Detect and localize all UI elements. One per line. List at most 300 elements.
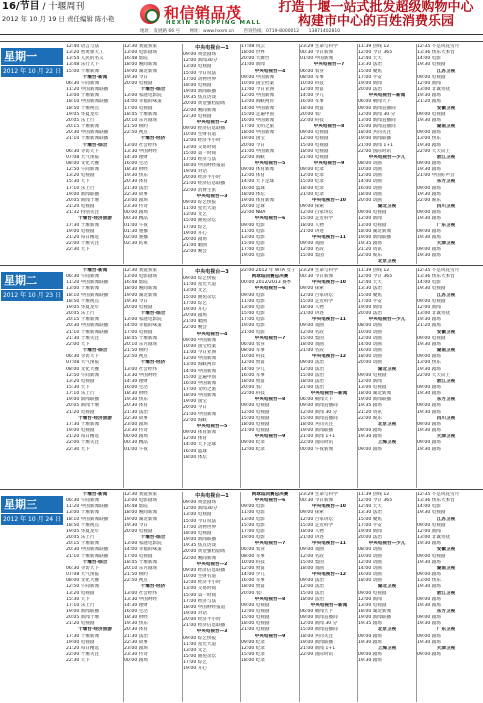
- program-listing: 13:20 电视剧: [66, 590, 95, 596]
- schedule-column: [300, 492, 358, 702]
- channel-heading: 十堰台·新闻: [82, 492, 108, 497]
- program-listing: 17:00 平安: [358, 522, 382, 528]
- program-listing: 12:00 电视剧: [241, 409, 270, 415]
- program-listing: 15:00 纪录: [300, 179, 324, 185]
- program-listing: 22:00 十堰关注: [66, 652, 100, 658]
- program-listing: 18:00 湖北新闻: [358, 608, 392, 614]
- program-listing: 19:00 电影: [241, 253, 265, 259]
- day-badge: [1, 496, 63, 526]
- program-listing: 16:00 生活: [124, 384, 148, 390]
- program-listing: 15:30 天下: [66, 384, 90, 390]
- program-listing: 06:00 朝闻天下: [300, 397, 334, 403]
- program-listing: 22:00 天天向上: [417, 148, 451, 154]
- program-listing: 20:15 十堰新闻: [66, 317, 100, 323]
- program-listing: 17:30 十堰新闻: [66, 421, 100, 427]
- program-listing: 12:00 新闻: [417, 80, 441, 86]
- program-listing: 12:00 新闻: [358, 378, 382, 384]
- program-listing: 19:00 新闻联播: [66, 397, 100, 403]
- day-name: 星期二: [1, 272, 63, 289]
- program-listing: 12:00 新闻30分: [183, 506, 218, 512]
- channel-heading: 中央电视台—少儿: [368, 154, 406, 160]
- program-listing: 09:00 剧场: [417, 440, 441, 446]
- program-listing: 19:30 剧场: [358, 658, 382, 664]
- channel-heading: 中央电视台—6: [254, 216, 286, 222]
- program-listing: 15:00 十堰新闻: [66, 68, 100, 74]
- program-listing: 08:00 文化大餐: [66, 160, 100, 166]
- contact-hotline: 咨询热线：0719-8000012: [243, 29, 300, 34]
- channel-heading: 中央电视台—4: [196, 331, 228, 337]
- program-listing: 22:00 国际时讯: [300, 652, 334, 658]
- channel-heading: 中央电视台—7: [313, 62, 345, 68]
- channel-heading: 中央电视台—11: [312, 541, 346, 547]
- program-listing: 19:00 新闻联播: [358, 136, 392, 142]
- channel-heading: 十堰台·经济旅游: [78, 216, 112, 222]
- schedule-column: [124, 492, 182, 702]
- program-listing: 13:00 十堰新闻: [66, 510, 100, 516]
- channel-heading: 东方卫视: [436, 179, 456, 185]
- program-listing: 23:00 剧场: [124, 197, 148, 203]
- program-listing: 18:00 中国财经报道: [183, 162, 226, 168]
- program-listing: 09:00 戏曲: [300, 323, 324, 329]
- program-listing: 23:30 传奇: [124, 652, 148, 658]
- program-listing: 18:10 中国新闻联播: [66, 516, 109, 522]
- program-listing: 19:00 新闻: [358, 80, 382, 86]
- program-listing: 19:00 电影: [241, 323, 265, 329]
- program-listing: 22:00 消费主张: [183, 187, 217, 193]
- program-listing: 22:00 十堰关注: [66, 241, 100, 246]
- program-listing: 20:00 剧场: [183, 236, 207, 242]
- program-listing: 20:30 体育: [124, 627, 148, 633]
- channel-heading: 浙江卫视: [436, 590, 456, 596]
- program-listing: 09:00 剧场: [358, 652, 382, 658]
- program-listing: 00:30 今日新闻: [300, 50, 334, 56]
- logo-english: HEXIN SHOPPING MALL: [166, 20, 262, 26]
- program-listing: 13:00 十堰新闻: [66, 93, 100, 99]
- program-listing: 21:20 每日精选: [66, 434, 100, 440]
- program-listing: 06:30 午间新闻: [66, 498, 100, 504]
- program-listing: 19:35 剧场: [358, 403, 382, 409]
- channel-heading: 十堰台·综合: [82, 348, 108, 354]
- channel-heading: 中央电视台—少儿: [368, 317, 406, 323]
- channel-heading: 十堰台·经济: [140, 136, 166, 142]
- program-listing: 13:00 文艺: [183, 212, 207, 218]
- program-listing: 06:30 寻访天下: [66, 354, 100, 360]
- channel-heading: 中央电视台—5: [254, 160, 286, 166]
- schedule-column: [124, 44, 182, 264]
- program-listing: 12:00 法治: [300, 584, 324, 590]
- schedule-column: [66, 492, 124, 702]
- program-listing: 07:08 天气预报: [66, 360, 100, 366]
- program-listing: 12:00 动画: [358, 173, 382, 179]
- program-listing: 12:00 经济半小时: [183, 580, 221, 586]
- program-listing: 15:00 梨园: [300, 559, 324, 565]
- program-listing: 15:00 走近科学: [300, 298, 334, 304]
- program-listing: 02:30 结束: [124, 241, 148, 246]
- program-listing: 21:00 纪录: [300, 191, 324, 197]
- channel-heading: 中央电视台—6: [254, 498, 286, 504]
- channel-heading: 中央电视台—11: [312, 234, 346, 240]
- program-listing: 09:00 电影: [241, 504, 265, 510]
- program-listing: 09:00 探索: [300, 510, 324, 516]
- program-listing: 08:00 军事: [300, 74, 324, 80]
- program-listing: 19:30 快乐: [124, 621, 148, 627]
- program-listing: 21:00 经济信息联播: [183, 623, 226, 629]
- program-listing: 13:30 中国财经: [124, 372, 158, 378]
- program-listing: 12:00 新闻: [358, 596, 382, 602]
- column-divider: [299, 44, 300, 264]
- program-listing: 13:00 电视剧: [183, 64, 212, 70]
- program-listing: 09:00 综艺快报: [183, 635, 217, 641]
- program-listing: 12:40 天天: [358, 280, 382, 286]
- channel-heading: 中央电视台—11: [312, 317, 346, 323]
- program-listing: 17:00 电影: [241, 528, 265, 534]
- program-listing: 09:00 电视剧: [417, 335, 446, 341]
- program-listing: 17:00 动物世界: [183, 76, 217, 82]
- program-listing: 21:20 剧场: [417, 99, 441, 105]
- program-listing: 21:00 新闻: [241, 62, 265, 68]
- program-listing: 22:00 海峡: [183, 417, 207, 423]
- column-divider: [240, 44, 241, 264]
- program-listing: 19:30 今日: [124, 522, 148, 528]
- program-listing: 13:00 电视剧: [183, 512, 212, 518]
- program-listing: 21:20 剧场: [417, 323, 441, 329]
- program-listing: 21:10 十堰新闻联播: [66, 329, 109, 335]
- program-listing: 22:00 天天向上: [417, 372, 451, 378]
- program-listing: 00:00 2012/2013 赛季: [241, 280, 292, 286]
- program-listing: 19:30 今日: [124, 298, 148, 304]
- schedule-column: [66, 44, 124, 264]
- channel-heading: 湖北卫视: [377, 204, 397, 210]
- program-listing: 18:00 致富: [300, 105, 324, 111]
- program-listing: 09:00 中国新闻: [183, 337, 217, 343]
- channel-heading: 十堰台·经济: [140, 360, 166, 366]
- program-listing: 18:00 中国新闻: [241, 130, 275, 136]
- program-listing: 16:00 军事: [241, 372, 265, 378]
- channel-heading: 十堰台·综合: [140, 311, 166, 317]
- program-listing: 11:00 星光大道: [183, 282, 217, 288]
- program-listing: 22:00 NBA: [241, 210, 266, 216]
- program-listing: 10:00 动画: [358, 553, 382, 559]
- channel-heading: 安徽卫视: [436, 105, 456, 111]
- channel-heading: 中央电视台—4: [254, 68, 286, 74]
- program-listing: 13:00 十堰新闻: [66, 286, 100, 292]
- program-listing: 18:00 法治: [300, 378, 324, 384]
- program-listing: 12:00 今日 365: [358, 50, 393, 56]
- channel-heading: 安徽卫视: [436, 329, 456, 335]
- day-name: 星期三: [1, 496, 63, 513]
- program-listing: 09:00 剧场: [358, 446, 382, 452]
- program-listing: 21:00 新闻 1+1: [300, 434, 336, 440]
- program-listing: 21:10 十堰新闻联播: [66, 136, 109, 142]
- program-listing: 17:00 经济与法: [183, 598, 217, 604]
- program-listing: 12:00 今日 365: [358, 274, 393, 280]
- program-listing: 09:00 剧场: [417, 615, 441, 621]
- program-listing: 09:00 剧场: [358, 633, 382, 639]
- program-listing: 19:00 国宝: [183, 399, 207, 405]
- program-listing: 09:00 剧场: [417, 572, 441, 578]
- program-listing: 00:00 午夜新闻: [300, 446, 334, 452]
- schedule-column: [183, 44, 241, 264]
- column-divider: [357, 492, 358, 702]
- column-divider: [182, 44, 183, 264]
- channel-heading: 中央电视台—12: [312, 572, 346, 578]
- program-listing: 21:30 十堰关注: [66, 335, 100, 341]
- program-listing: 21:00 新闻 1+1: [300, 645, 336, 651]
- program-listing: 20:05 乐上行: [66, 311, 95, 317]
- channel-heading: 中央电视台—6: [254, 286, 286, 292]
- schedule-column: [358, 268, 416, 488]
- program-listing: 14:00 少儿: [241, 366, 265, 372]
- program-listing: 08:00 动画: [358, 547, 382, 553]
- channel-heading: 浙江卫视: [436, 154, 456, 160]
- program-listing: 12:00 中国新闻: [241, 93, 275, 99]
- program-listing: 10:00 国宝档案: [183, 343, 217, 349]
- program-listing: 15:00 电视剧: [241, 615, 270, 621]
- program-listing: 19:00 新闻联播: [66, 608, 100, 614]
- program-listing: 06:00 朝闻天下: [300, 608, 334, 614]
- program-listing: 18:00 共同关注: [300, 421, 334, 427]
- program-listing: 21:00 法治: [300, 384, 324, 390]
- program-listing: 09:00 剧场: [417, 596, 441, 602]
- program-listing: 09:00 电视剧: [417, 298, 446, 304]
- program-listing: 09:00 经济信息联播: [183, 126, 226, 132]
- channel-heading: 湖北卫视: [377, 584, 397, 590]
- program-listing: 12:40 天天: [358, 504, 382, 510]
- program-listing: 12:30 我爱我家: [124, 268, 158, 273]
- channel-heading: 十堰台·经济旅游: [78, 415, 112, 421]
- program-listing: 21:00 中国新闻: [183, 411, 217, 417]
- program-listing: 22:30 电视剧: [183, 113, 212, 119]
- channel-heading: 中央电视台—7: [254, 335, 286, 341]
- program-listing: 18:45 十堰新闻: [124, 111, 158, 117]
- channel-heading: 十堰台·综合: [82, 142, 108, 148]
- program-listing: 14:00 天下足球: [241, 179, 275, 185]
- program-listing: 16:00 生活: [124, 160, 148, 166]
- program-listing: 19:30 快乐: [124, 173, 148, 179]
- program-listing: 20:00 法治: [358, 87, 382, 93]
- program-listing: 12:00 致富: [300, 87, 324, 93]
- program-listing: 16:00 中国新闻: [183, 380, 217, 386]
- program-listing: 09:00 法治: [300, 578, 324, 584]
- program-listing: 12:00 名段: [300, 247, 324, 253]
- schedule-column: [358, 492, 416, 702]
- program-listing: 09:00 剧场: [417, 354, 441, 360]
- program-listing: 10:00 科技: [300, 80, 324, 86]
- program-listing: 18:00 电视剧: [183, 82, 212, 88]
- program-listing: 09:00 戏曲: [300, 547, 324, 553]
- program-listing: 12:00 体育: [241, 173, 265, 179]
- program-listing: 13:30 中国财经: [124, 148, 158, 154]
- program-listing: 23:29 生命与科学: [300, 44, 338, 49]
- program-listing: 21:20 资讯: [358, 247, 382, 253]
- program-listing: 16:00 动画: [358, 348, 382, 354]
- program-listing: 09:00 剧场: [417, 210, 441, 216]
- column-divider: [357, 44, 358, 264]
- program-listing: 12:00 新闻 30 分: [300, 409, 338, 415]
- program-listing: 20:30 中国新闻联播: [66, 323, 109, 329]
- program-listing: 12:00 名段: [300, 553, 324, 559]
- program-listing: 16:00 军事: [300, 99, 324, 105]
- program-listing: 19:00 新闻联播: [300, 639, 334, 645]
- program-listing: 01:00 中国新闻: [300, 56, 334, 62]
- program-listing: 22:30 故事: [124, 639, 148, 645]
- program-listing: 19:00 新闻联播: [66, 191, 100, 197]
- program-listing: 19:00 湖北新闻: [124, 68, 158, 74]
- program-listing: 15:00 法治: [300, 372, 324, 378]
- program-listing: 19:00 湖北新闻: [124, 292, 158, 298]
- paper-name: 十堰周刊: [48, 2, 85, 12]
- program-listing: 17:00 电视剧: [124, 553, 153, 559]
- program-listing: 13:36 快乐大本营: [417, 50, 455, 56]
- program-listing: 21:00 讲述: [300, 535, 324, 541]
- channel-heading: 北京卫视: [377, 259, 397, 264]
- schedule-column: [183, 268, 241, 488]
- program-listing: 22:00 晚间新闻: [183, 555, 217, 561]
- program-listing: 13:00 文艺: [183, 647, 207, 653]
- program-listing: 22:30 故事: [124, 415, 148, 421]
- program-listing: 21:20 电视剧: [66, 621, 95, 627]
- program-listing: 20:00 剧场: [183, 313, 207, 319]
- program-listing: 13:00 海峡两岸: [183, 362, 217, 368]
- program-listing: 21:30 法治: [124, 185, 148, 191]
- program-listing: 13:00 电影剧场: [124, 274, 158, 280]
- day-section: [0, 489, 483, 703]
- program-listing: 22:00 国际时讯: [358, 148, 392, 154]
- program-listing: 21:00 电视剧: [241, 428, 270, 434]
- program-listing: 21:00 中国新闻: [241, 148, 275, 154]
- program-listing: 14:00 电影: [417, 56, 441, 62]
- logo-chinese: 和信销品茂: [164, 4, 242, 22]
- channel-heading: 江苏卫视: [436, 516, 456, 522]
- program-listing: 15:00 聚焦: [358, 68, 382, 74]
- program-listing: 09:00 法治: [300, 360, 324, 366]
- program-listing: 09:00 体育新闻: [183, 430, 217, 436]
- program-listing: 20:00 电视剧: [124, 304, 153, 310]
- program-listing: 19:00 国宝: [241, 136, 265, 142]
- program-listing: 09:00 剧场: [417, 633, 441, 639]
- program-listing: 14:00 天下足球: [183, 442, 217, 448]
- program-listing: 21:00 新闻 1+1: [358, 142, 394, 148]
- program-listing: 22:30 天下: [66, 658, 90, 664]
- program-listing: 15:30 天下: [66, 179, 90, 185]
- program-listing: 13:00 社会经纬: [124, 366, 158, 372]
- program-listing: 18:00 电视剧: [241, 621, 270, 627]
- program-listing: 17:00 平安: [358, 74, 382, 80]
- program-listing: 19:00 电视剧: [66, 639, 95, 645]
- page-number: 16/: [2, 1, 20, 12]
- program-listing: 17:30 十堰新闻: [66, 633, 100, 639]
- program-listing: 19:30 快乐: [124, 397, 148, 403]
- program-listing: 13:00 海峡两岸: [241, 99, 275, 105]
- program-listing: 13:00 电视剧: [358, 384, 387, 390]
- program-listing: 09:00 纪录: [300, 167, 324, 173]
- program-listing: 15:00 电影: [241, 311, 265, 317]
- program-listing: 20:30 中国新闻联播: [66, 130, 109, 136]
- program-listing: 19:00 对话: [183, 610, 207, 616]
- program-listing: 09:00 新闻直播间: [300, 615, 338, 621]
- column-divider: [123, 44, 124, 264]
- program-listing: 20:00 动画: [358, 197, 382, 203]
- program-listing: 15:00 走遍中国: [183, 374, 217, 380]
- program-listing: 13:00 交易时间: [183, 144, 217, 150]
- program-listing: 20:00 电视剧: [124, 80, 153, 86]
- program-listing: 18:50 十堰视点: [66, 298, 100, 304]
- program-listing: 14:30 理财: [124, 154, 148, 160]
- program-listing: 19:00 开心: [183, 230, 207, 236]
- program-listing: 09:00 经济信息联播: [183, 567, 226, 573]
- program-listing: 19:00 电视剧: [66, 428, 95, 434]
- program-listing: 20:05 新闻十堰: [66, 615, 100, 621]
- program-listing: 21:10 十堰新闻联播: [66, 553, 109, 559]
- program-listing: 09:00 剧场: [417, 185, 441, 191]
- program-listing: 19:30 剧场: [358, 434, 382, 440]
- channel-heading: 中央电视台—3: [195, 269, 229, 275]
- program-listing: 19:00 新闻: [358, 304, 382, 310]
- program-listing: 09:00 黄金剧场: [183, 52, 217, 58]
- program-listing: 17:10 乐上行: [66, 185, 95, 191]
- program-listing: 18:00 晚间新闻: [124, 286, 158, 292]
- program-listing: 20:05 乐上行: [66, 117, 95, 123]
- channel-heading: 十堰台·综合: [140, 535, 166, 541]
- program-listing: 01:30 重播: [124, 228, 148, 234]
- program-listing: 19:05 华夏龙年: [66, 111, 100, 117]
- program-listing: 19:30 剧场: [417, 391, 441, 397]
- program-listing: 19:00 新闻联播: [183, 537, 217, 543]
- program-listing: 20:00 今日: [183, 405, 207, 411]
- program-listing: 09:00 纪录: [241, 639, 265, 645]
- program-listing: 20:10 东方剧场: [124, 565, 158, 571]
- section-name: 节目: [19, 1, 40, 12]
- program-listing: 19:30 电视剧: [417, 510, 446, 516]
- program-listing: 08:00 军事: [241, 348, 265, 354]
- program-listing: 00:30 今日新闻: [300, 498, 334, 504]
- schedule-column: [241, 492, 299, 702]
- program-listing: 09:00 电视剧: [300, 130, 329, 136]
- program-listing: 20:00 黄金强档剧场: [183, 549, 226, 555]
- channel-heading: 中央电视台—少儿: [368, 541, 406, 547]
- channel-heading: 十堰台·综合: [140, 87, 166, 93]
- program-listing: 13:00 新闻直播间: [358, 117, 396, 123]
- program-listing: 20:15 十堰新闻: [66, 124, 100, 130]
- column-divider: [182, 492, 183, 702]
- program-listing: 13:00 电影: [241, 304, 265, 310]
- day-section: [0, 41, 483, 265]
- program-listing: 14:00 幸福的味道: [124, 323, 162, 329]
- program-listing: 18:00 致富: [241, 584, 265, 590]
- program-listing: 19:00 体育新闻: [241, 197, 275, 203]
- schedule-column: [66, 268, 124, 488]
- program-listing: 09:00 电视剧: [241, 602, 270, 608]
- program-listing: 16:00 动画: [358, 185, 382, 191]
- program-listing: 11:00 今日亚洲: [183, 350, 217, 356]
- program-listing: 19:30 剧场: [417, 446, 441, 452]
- program-listing: 20:05 新闻十堰: [66, 197, 100, 203]
- schedule-column: [417, 268, 475, 488]
- program-listing: 15:00 电视剧: [300, 142, 329, 148]
- program-listing: 13:00 电影: [241, 516, 265, 522]
- program-listing: 00:00 剧场: [124, 658, 148, 664]
- program-listing: 20:00 动画: [358, 360, 382, 366]
- page-header: [0, 0, 483, 34]
- channel-heading: 中央电视台—10: [312, 504, 346, 510]
- program-listing: 09:00 纪录: [241, 440, 265, 446]
- program-listing: 14:00 电影: [417, 280, 441, 286]
- program-listing: 13:00 社会经纬: [124, 142, 158, 148]
- program-listing: 17:00 电影: [241, 317, 265, 323]
- program-listing: 21:00 中国好声音: [417, 173, 455, 179]
- program-listing: 13:00 家庭电影院: [124, 93, 162, 99]
- channel-heading: 网球巡回赛总决赛: [251, 274, 289, 280]
